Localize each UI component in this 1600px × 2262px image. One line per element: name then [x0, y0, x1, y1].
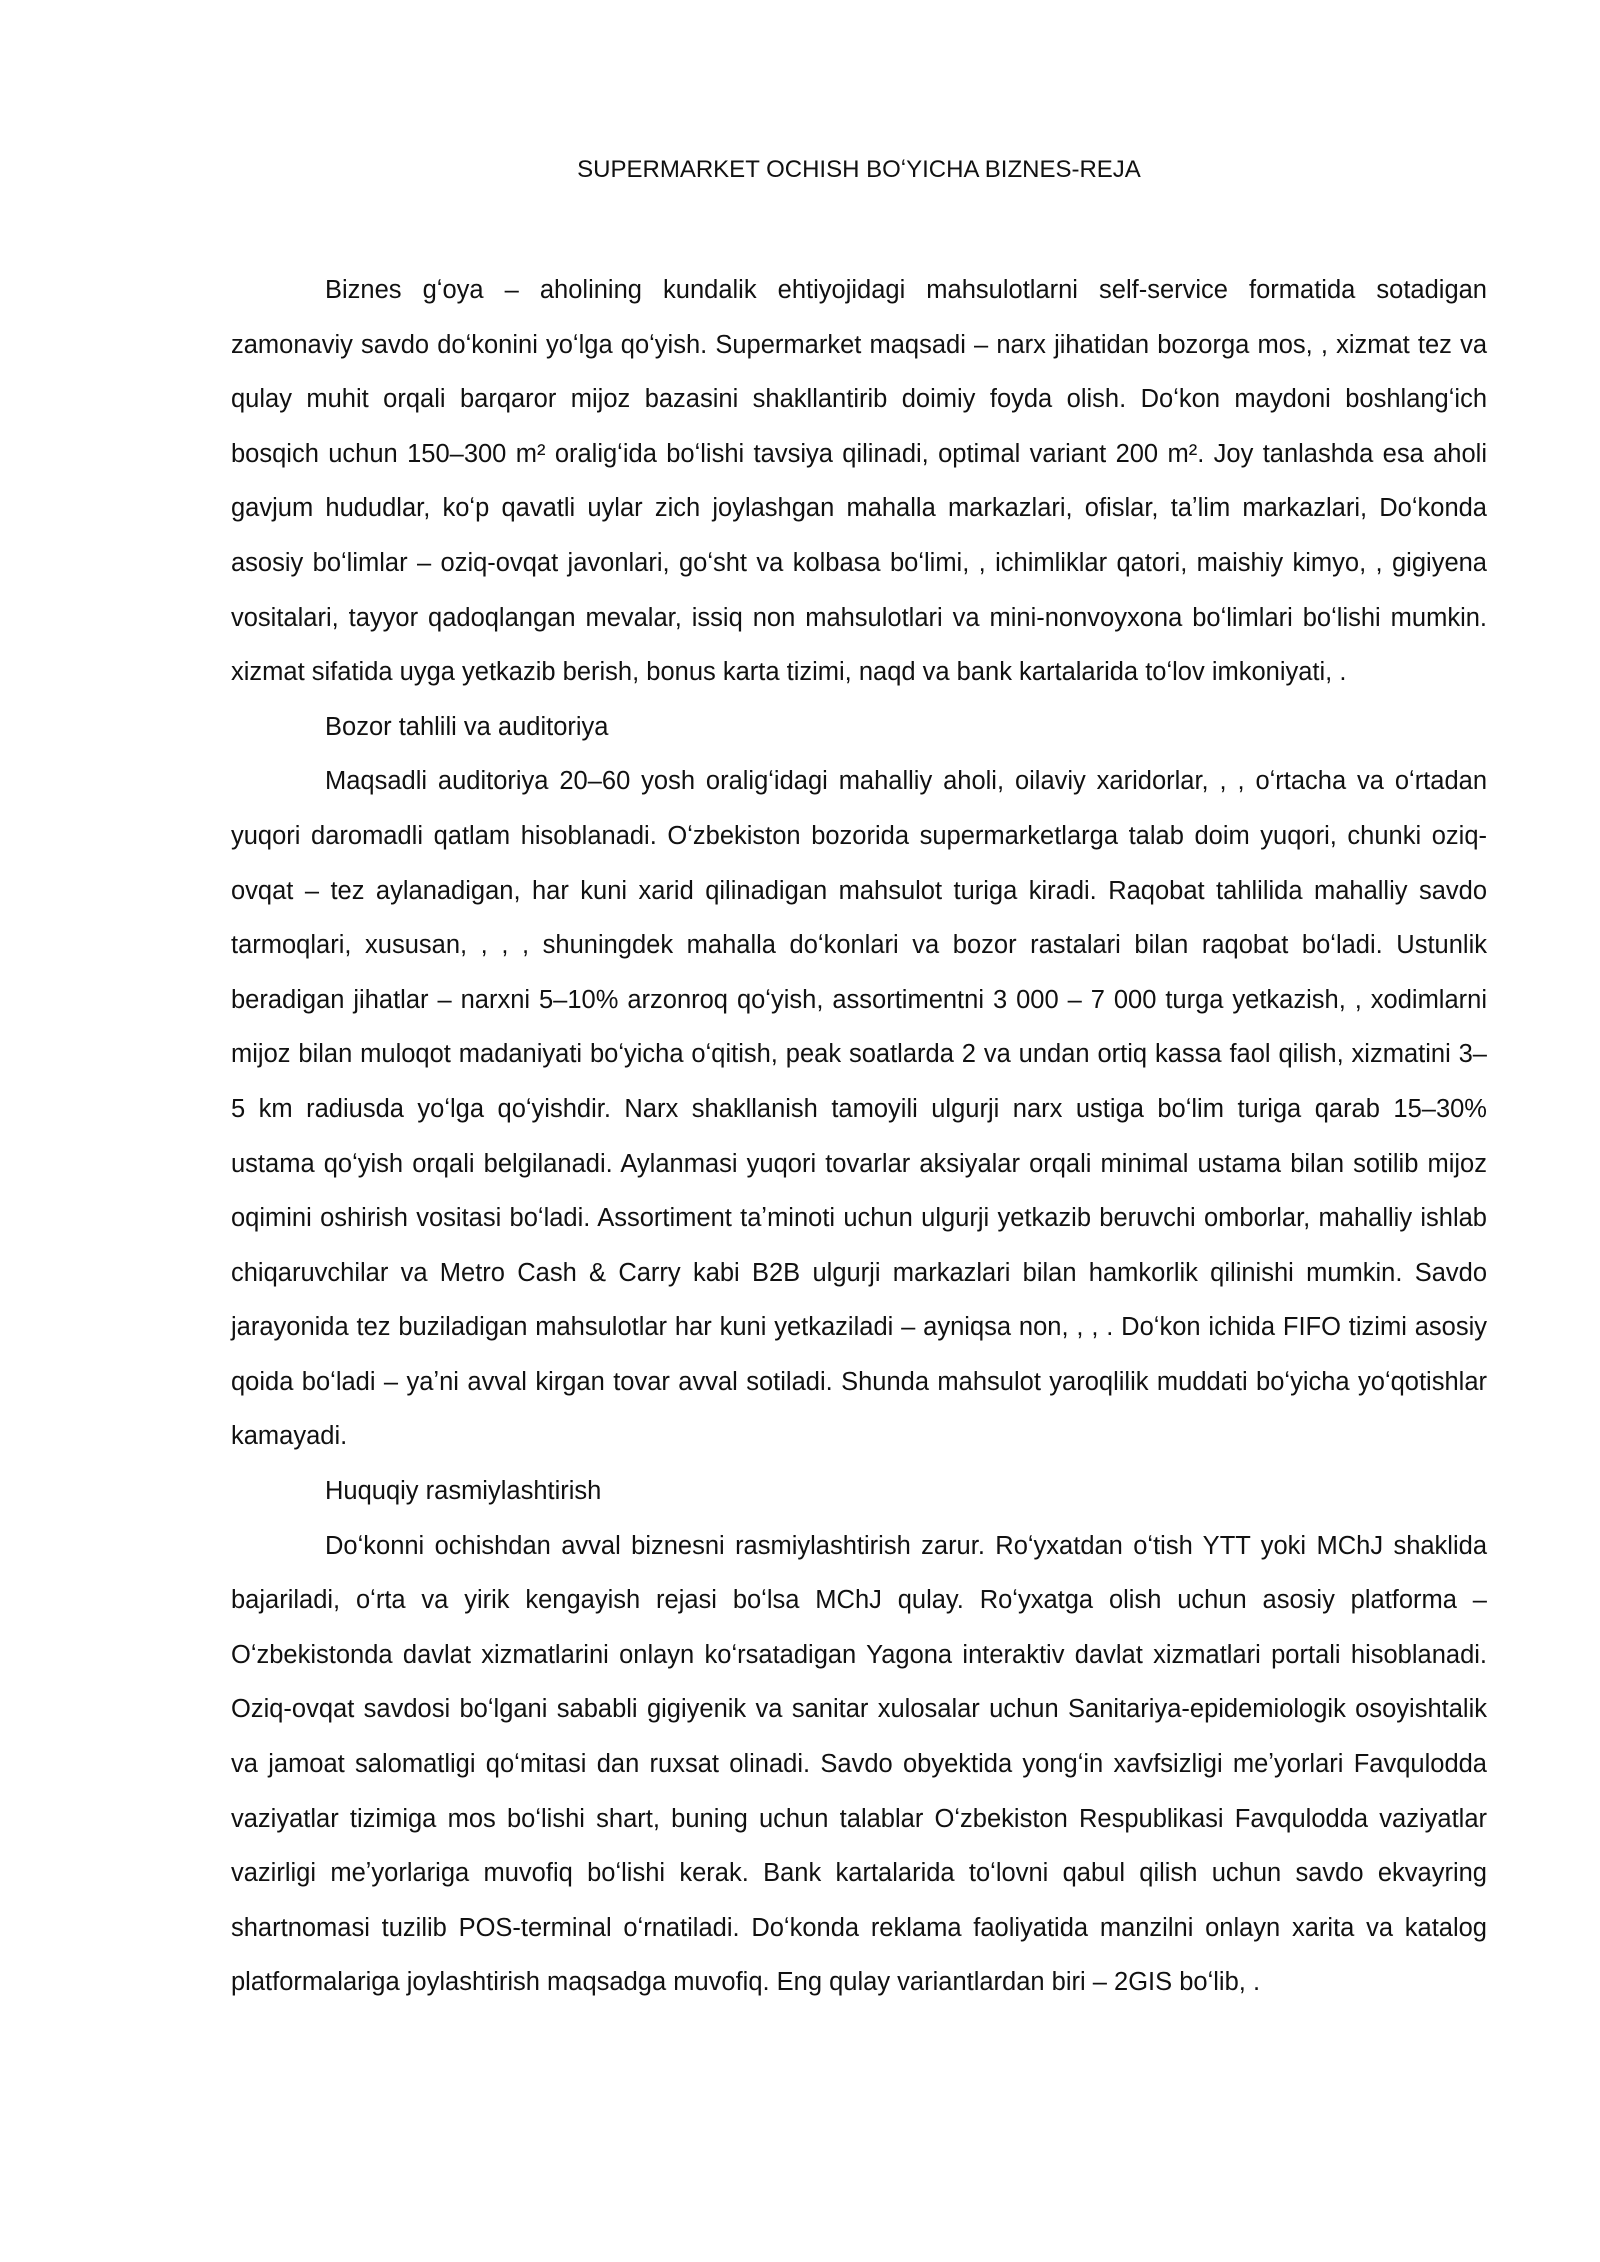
section-heading-legal: Huquqiy rasmiylashtirish	[325, 1477, 602, 1506]
paragraph-legal: Doʻkonni ochishdan avval biznesni rasmiylashtirish zarur. Roʻyxatdan oʻtish YTT yoki MChJ shaklida bajariladi, oʻrta va yirik kengayish rejasi boʻlsa MChJ qulay. Roʻyxatga olish uchun asosiy platforma – Oʻzbekistonda davlat xizmatlarini onlayn koʻrsatadigan Yagona interaktiv davlat xizmatlari portali hisoblanadi. Oziq-ovqat savdosi boʻlgani sababli gigiyenik va sanitar xulosalar uchun Sanitariya-epidemiologik osoyishtalik va jamoat salomatligi qoʻmitasi dan ruxsat olinadi. Savdo obyektida yongʻin xavfsizligi meʼyorlari Favqulodda vaziyatlar tizimiga mos boʻlishi shart, buning uchun talablar Oʻzbekiston Respublikasi Favqulodda vaziyatlar vazirligi meʼyorlariga muvofiq boʻlishi kerak. Bank kartalarida toʻlovni qabul qilish uchun savdo ekvayring shartnomasi tuzilib POS-terminal oʻrnatiladi. Doʻkonda reklama faoliyatida manzilni onlayn xarita va katalog platformalariga joylashtirish maqsadga muvofiq. Eng qulay variantlardan biri – 2GIS boʻlib, .	[231, 1531, 1487, 1997]
document-body	[231, 263, 1487, 2010]
paragraph-market-analysis: Maqsadli auditoriya 20–60 yosh oraligʻidagi mahalliy aholi, oilaviy xaridorlar, , , oʻrtacha va oʻrtadan yuqori daromadli qatlam hisoblanadi. Oʻzbekiston bozorida supermarketlarga talab doim yuqori, chunki oziq-ovqat – tez aylanadigan, har kuni xarid qilinadigan mahsulot turiga kiradi. Raqobat tahlilida mahalliy savdo tarmoqlari, xususan, , , , shuningdek mahalla doʻkonlari va bozor rastalari bilan raqobat boʻladi. Ustunlik beradigan jihatlar – narxni 5–10% arzonroq qoʻyish, assortimentni 3 000 – 7 000 turga yetkazish, , xodimlarni mijoz bilan muloqot madaniyati boʻyicha oʻqitish, peak soatlarda 2 va undan ortiq kassa faol qilish, xizmatini 3–5 km radiusda yoʻlga qoʻyishdir. Narx shakllanish tamoyili ulgurji narx ustiga boʻlim turiga qarab 15–30% ustama qoʻyish orqali belgilanadi. Aylanmasi yuqori tovarlar aksiyalar orqali minimal ustama bilan sotilib mijoz oqimini oshirish vositasi boʻladi. Assortiment taʼminoti uchun ulgurji yetkazib beruvchi omborlar, mahalliy ishlab chiqaruvchilar va Metro Cash & Carry kabi B2B ulgurji markazlari bilan hamkorlik qilinishi mumkin. Savdo jarayonida tez buziladigan mahsulotlar har kuni yetkaziladi – ayniqsa non, , , . Doʻkon ichida FIFO tizimi asosiy qoida boʻladi – yaʼni avval kirgan tovar avval sotiladi. Shunda mahsulot yaroqlilik muddati boʻyicha yoʻqotishlar kamayadi.	[231, 767, 1487, 1451]
document-title: SUPERMARKET OCHISH BOʻYICHA BIZNES-REJA	[577, 156, 1141, 183]
section-heading-market-analysis: Bozor tahlili va auditoriya	[325, 712, 609, 741]
paragraph-business-idea: Biznes gʻoya – aholining kundalik ehtiyojidagi mahsulotlarni self-service formatida sotadigan zamonaviy savdo doʻkonini yoʻlga qoʻyish. Supermarket maqsadi – narx jihatidan bozorga mos, , xizmat tez va qulay muhit orqali barqaror mijoz bazasini shakllantirib doimiy foyda olish. Doʻkon maydoni boshlangʻich bosqich uchun 150–300 m² oraligʻida boʻlishi tavsiya qilinadi, optimal variant 200 m². Joy tanlashda esa aholi gavjum hududlar, koʻp qavatli uylar zich joylashgan mahalla markazlari, ofislar, taʼlim markazlari, Doʻkonda asosiy boʻlimlar – oziq-ovqat javonlari, goʻsht va kolbasa boʻlimi, , ichimliklar qatori, maishiy kimyo, , gigiyena vositalari, tayyor qadoqlangan mevalar, issiq non mahsulotlari va mini-nonvoyxona boʻlimlari boʻlishi mumkin. xizmat sifatida uyga yetkazib berish, bonus karta tizimi, naqd va bank kartalarida toʻlov imkoniyati, .	[231, 276, 1487, 687]
